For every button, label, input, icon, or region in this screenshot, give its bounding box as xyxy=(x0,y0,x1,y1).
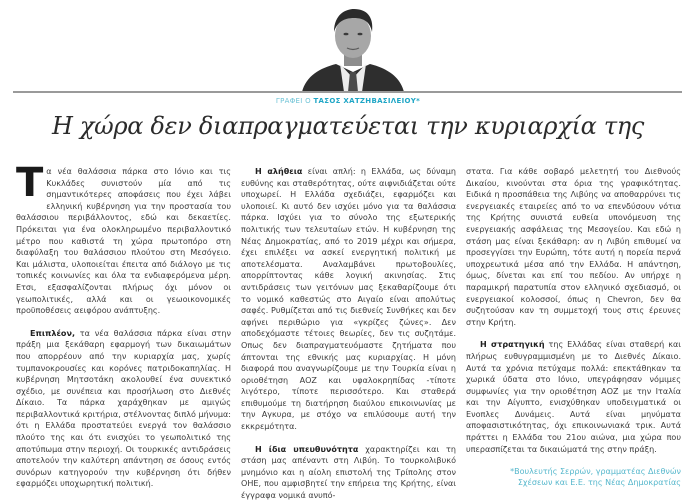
paragraph-4-start xyxy=(241,444,456,502)
paragraph-2-lead: Επιπλέον, xyxy=(30,328,76,338)
paragraph-4-continued: στατα. Για κάθε σοβαρό μελετητή του Διεθνούς Δικαίου, κινούνται στα όρια της γραφικότητας. Ειδικά η προσπάθεια της Λιβύης να αποθαρρύνει τις ενεργειακές εταιρείες από το να επενδύσουν νότια της Κρήτης συνιστά ευθεία υπονόμευση της ενεργειακής ασφάλειας της Μεσογείου. Και εδώ η στάση μας είναι ξεκάθαρη: αν η Λιβύη επιθυμεί να προσεγγίσει την Ευρώπη, τότε αυτή η πορεία περνά υποχρεωτικά μέσα από την Ελλάδα. Η απάντηση, όμως, δίνεται και επί του πεδίου. Αν υπήρχε η παραμικρή παρατυπία στον ελληνικό σχεδιασμό, οι ενεργειακοί κολοσσοί, όπως η Chevron, δεν θα συζητούσαν καν τη συμμετοχή τους στις έρευνες στην Κρήτη. xyxy=(466,167,681,327)
paragraph-4-lead: Η ίδια υπευθυνότητα xyxy=(255,444,359,454)
paragraph-3 xyxy=(241,166,456,433)
byline-label: ΓΡΑΦΕΙ Ο xyxy=(275,97,311,105)
column-1 xyxy=(16,160,231,502)
header-rule xyxy=(13,91,682,93)
paragraph-4-text-part1: χαρακτηρίζει και τη στάση μας απέναντι στη Λιβύη. Το τουρκολιβυκό μνημόνιο και η αίολη επιστολή της Τρίπολης στον ΟΗΕ, που αμφισβητεί την επήρεια της Κρήτης, είναι έγγραφα νομικά ανυπό- xyxy=(241,444,456,501)
paragraph-1-text: α νέα θαλάσσια πάρκα στο Ιόνιο και τις Κυκλάδες συνιστούν μία από τις σημαντικότερες αποφάσεις που έχει λάβει ελληνική κυβέρνηση για την προστασία του θαλάσσιου περιβάλλοντος, εδώ και δεκαετίες. Πρόκειται για ένα ολοκληρωμένο περιβαλλοντικό μέτρο που καθιστά τη χώρα πρωτοπόρο στη διαφύλαξη του θαλάσσιου πλούτου στη Μεσόγειο. Και μάλιστα, υλοποιείται έπειτα από διάλογο με τις τοπικές κοινωνίες και όλα τα ενδιαφερόμενα μέρη. Ετσι, εξασφαλίζονται πλήρως όχι μόνον οι γεωπολιτικές, αλλά και οι γεωοικονομικές προϋποθέσεις αειφόρου ανάπτυξης. xyxy=(16,167,231,316)
author-byline xyxy=(0,97,696,105)
paragraph-5 xyxy=(466,339,681,455)
drop-cap: Τ xyxy=(16,160,44,206)
paragraph-3-text: είναι απλή: η Ελλάδα, ως δύναμη ευθύνης και σταθερότητας, ούτε αιφνιδιάζεται ούτε υποχωρεί. Η Ελλάδα σχεδιάζει, εφαρμόζει και υλοποιεί. Κι αυτό δεν ισχύει μόνο για τα θαλάσσια πάρκα. Ισχύει για το σύνολο της εξωτερικής πολιτικής των τελευταίων ετών. Η κυβέρνηση της Νέας Δημοκρατίας, από το 2019 μέχρι και σήμερα, έχει επιλέξει να ασκεί ενεργητική πολιτική με αποτελέσματα. Αναλαμβάνει πρωτοβουλίες, απορρίπτοντας κάθε λογική ακινησίας. Στις αντιδράσεις των γειτόνων μας ξεκαθαρίζουμε ότι το νομικό καθεστώς στο Αιγαίο είναι απολύτως σαφές. Ρυθμίζεται από τις διεθνείς Συνθήκες και δεν αφήνει περιθώριο για «γκρίζες ζώνες». Δεν αποδεχόμαστε τέτοιες θεωρίες, δεν τις συζητάμε. Οπως δεν διαπραγματευόμαστε ζητήματα που άπτονται της εθνικής μας κυριαρχίας. Η μόνη διαφορά που αναγνωρίζουμε με την Τουρκία είναι η οριοθέτηση ΑΟΖ και υφαλοκρηπίδας -τίποτε λιγότερο, τίποτε περισσότερο. Και σταθερά επιθυμούμε τη διατήρηση διαύλου επικοινωνίας με την Αγκυρα, με στόχο να επιλύσουμε αυτή την εκκρεμότητα. xyxy=(241,167,456,432)
article-headline: Η χώρα δεν διαπραγματεύεται την κυριαρχία της xyxy=(51,112,645,140)
paragraph-2 xyxy=(16,328,231,490)
paragraph-1 xyxy=(16,160,231,317)
footnote-line-1: *Βουλευτής Σερρών, γραμματέας Διεθνών xyxy=(510,467,681,477)
paragraph-2-text: τα νέα θαλάσσια πάρκα είναι στην πράξη μια ξεκάθαρη εφαρμογή των δικαιωμάτων που απορρέουν από την κυριαρχία μας, χωρίς τυμπανοκρουσίες και κορόνες πατριδοκαπηλίας. Η κυβέρνηση Μητσοτάκη ακολουθεί ένα συνεκτικό σχέδιο, με συνέπεια και προσήλωση στο Διεθνές Δίκαιο. Τα πάρκα χαράχθηκαν με αμιγώς περιβαλλοντικά κριτήρια, στέλνοντας διπλό μήνυμα: ότι η Ελλάδα προστατεύει ενεργά τον θαλάσσιο πλούτο της και ότι ενισχύει το γεωπολιτικό της αποτύπωμα στην περιοχή. Οι τουρκικές αντιδράσεις αποτελούν την καλύτερη απάντηση σε όσους εντός συνόρων κατηγορούν την κυβέρνηση ότι δήθεν εφαρμόζει υποχωρητική πολιτική. xyxy=(16,328,231,489)
author-photo xyxy=(296,6,410,92)
author-name: ΤΑΣΟΣ ΧΑΤΖΗΒΑΣΙΛΕΙΟΥ* xyxy=(313,97,421,105)
paragraph-5-text: της Ελλάδας είναι σταθερή και πλήρως ευθυγραμμισμένη με το Διεθνές Δίκαιο. Αυτά τα χρόνια πετύχαμε πολλά: επεκτάθηκαν τα χωρικά ύδατα στο Ιόνιο, υπεγράφησαν νόμιμες συμφωνίες για την οριοθέτηση ΑΟΖ με την Ιταλία και την Αίγυπτο, ενισχύθηκαν υποδειγματικά οι Ενοπλες Δυνάμεις. Αυτά είναι μηνύματα αποφασιστικότητας, όχι επικοινωνιακά τρικ. Αυτά πράττει η Ελλάδα του 21ου αιώνα, μια χώρα που υπερασπίζεται τα δικαιώματά της στην πράξη. xyxy=(466,340,681,454)
column-2 xyxy=(241,166,456,502)
column-3 xyxy=(466,166,681,502)
author-footnote xyxy=(466,466,681,488)
paragraph-3-lead: Η αλήθεια xyxy=(255,167,303,176)
article-body xyxy=(16,160,682,502)
footnote-line-2: Σχέσεων και Ε.Ε. της Νέας Δημοκρατίας xyxy=(517,478,681,488)
paragraph-5-lead: Η στρατηγική xyxy=(480,340,545,350)
